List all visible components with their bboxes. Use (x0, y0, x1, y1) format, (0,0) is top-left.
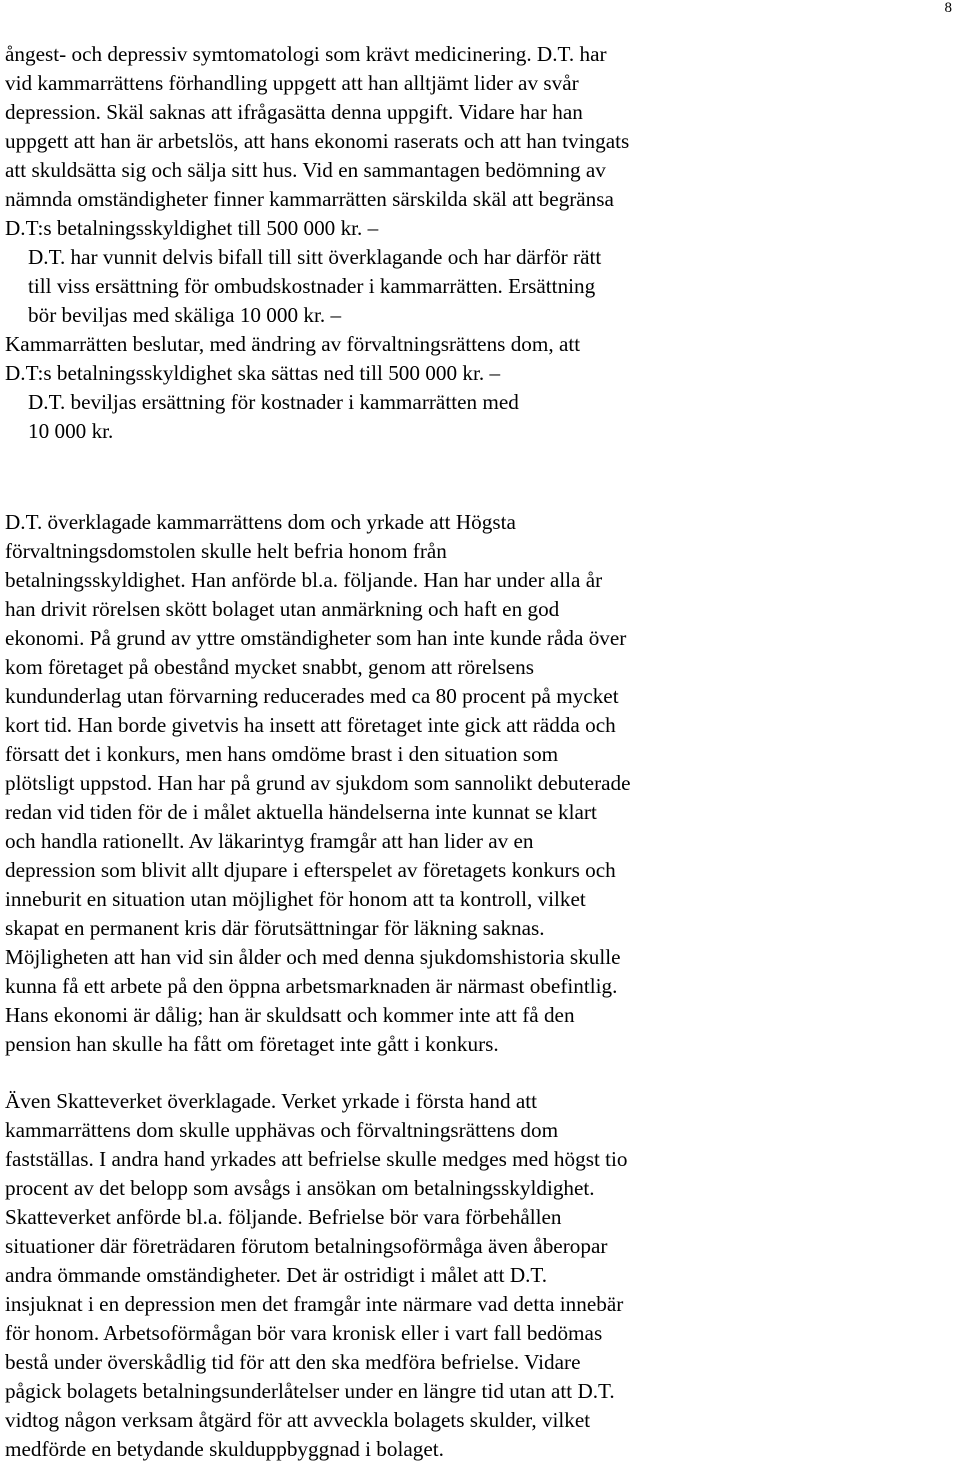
text-line: insjuknat i en depression men det framgår inte närmare vad detta innebär (5, 1292, 624, 1316)
text-line: ekonomi. På grund av yttre omständigheter som han inte kunde råda över (5, 626, 627, 650)
text-line: kammarrättens dom skulle upphävas och förvaltningsrättens dom (5, 1118, 559, 1142)
text-line: uppgett att han är arbetslös, att hans ekonomi raserats och att han tvingats (5, 129, 630, 153)
text-line: inneburit en situation utan möjlighet för honom att ta kontroll, vilket (5, 887, 586, 911)
text-line: Skatteverket anförde bl.a. följande. Befrielse bör vara förbehållen (5, 1205, 562, 1229)
text-line: att skuldsätta sig och sälja sitt hus. Vid en sammantagen bedömning av (5, 158, 606, 182)
paragraph-appeal-dt (5, 508, 955, 1059)
text-line: till viss ersättning för ombudskostnader i kammarrätten. Ersättning (28, 274, 596, 298)
text-line: Hans ekonomi är dålig; han är skuldsatt och kommer inte att få den (5, 1003, 575, 1027)
text-line: andra ömmande omständigheter. Det är ostridigt i målet att D.T. (5, 1263, 548, 1287)
paragraph-appeal-skatteverket (5, 1087, 955, 1464)
document-body (5, 40, 955, 1464)
text-line: försatt det i konkurs, men hans omdöme brast i den situation som (5, 742, 559, 766)
text-line: pågick bolagets betalningsunderlåtelser under en längre tid utan att D.T. (5, 1379, 615, 1403)
text-line: redan vid tiden för de i målet aktuella händelserna inte kunnat se klart (5, 800, 597, 824)
paragraph-decision-compensation (5, 388, 955, 446)
spacer (5, 446, 955, 508)
text-line: medförde en betydande skulduppbyggnad i bolaget. (5, 1437, 444, 1461)
text-line: D.T. överklagade kammarrättens dom och yrkade att Högsta (5, 510, 516, 534)
text-line: procent av det belopp som avsågs i ansökan om betalningsskyldighet. (5, 1176, 595, 1200)
text-line: depression som blivit allt djupare i efterspelet av företagets konkurs och (5, 858, 616, 882)
text-line: han drivit rörelsen skött bolaget utan anmärkning och haft en god (5, 597, 560, 621)
spacer (5, 1059, 955, 1087)
text-line: pension han skulle ha fått om företaget inte gått i konkurs. (5, 1032, 499, 1056)
text-line: betalningsskyldighet. Han anförde bl.a. följande. Han har under alla år (5, 568, 603, 592)
paragraph-kammarratten-assessment (5, 40, 955, 243)
text-line: 10 000 kr. (28, 419, 114, 443)
text-line: och handla rationellt. Av läkarintyg framgår att han lider av en (5, 829, 534, 853)
text-line: kundunderlag utan förvarning reducerades med ca 80 procent på mycket (5, 684, 619, 708)
text-line: situationer där företrädaren förutom betalningsoförmåga även åberopar (5, 1234, 608, 1258)
text-line: vidtog någon verksam åtgärd för att avveckla bolagets skulder, vilket (5, 1408, 591, 1432)
text-line: Kammarrätten beslutar, med ändring av förvaltningsrättens dom, att (5, 332, 581, 356)
text-line: fastställas. I andra hand yrkades att befrielse skulle medges med högst tio (5, 1147, 628, 1171)
text-line: för honom. Arbetsoförmågan bör vara kronisk eller i vart fall bedömas (5, 1321, 603, 1345)
text-line: ångest- och depressiv symtomatologi som krävt medicinering. D.T. har (5, 42, 607, 66)
text-line: kom företaget på obestånd mycket snabbt, genom att rörelsens (5, 655, 534, 679)
text-line: Möjligheten att han vid sin ålder och med denna sjukdomshistoria skulle (5, 945, 621, 969)
text-line: depression. Skäl saknas att ifrågasätta denna uppgift. Vidare har han (5, 100, 583, 124)
text-line: kunna få ett arbete på den öppna arbetsmarknaden är närmast obefintlig. (5, 974, 618, 998)
paragraph-decision (5, 330, 955, 388)
page-number: 8 (944, 0, 952, 16)
text-line: bestå under överskådlig tid för att den ska medföra befrielse. Vidare (5, 1350, 581, 1374)
text-line: plötsligt uppstod. Han har på grund av sjukdom som sannolikt debuterade (5, 771, 631, 795)
text-line: vid kammarrättens förhandling uppgett att han alltjämt lider av svår (5, 71, 579, 95)
text-line: D.T. beviljas ersättning för kostnader i kammarrätten med (28, 390, 519, 414)
text-line: D.T. har vunnit delvis bifall till sitt överklagande och har därför rätt (28, 245, 602, 269)
paragraph-compensation (5, 243, 955, 330)
text-line: bör beviljas med skäliga 10 000 kr. – (28, 303, 342, 327)
text-line: kort tid. Han borde givetvis ha insett att företaget inte gick att rädda och (5, 713, 616, 737)
text-line: Även Skatteverket överklagade. Verket yrkade i första hand att (5, 1089, 538, 1113)
text-line: nämnda omständigheter finner kammarrätten särskilda skäl att begränsa (5, 187, 614, 211)
text-line: D.T:s betalningsskyldighet ska sättas ned till 500 000 kr. – (5, 361, 501, 385)
text-line: skapat en permanent kris där förutsättningar för läkning saknas. (5, 916, 545, 940)
text-line: förvaltningsdomstolen skulle helt befria honom från (5, 539, 447, 563)
text-line: D.T:s betalningsskyldighet till 500 000 kr. – (5, 216, 379, 240)
